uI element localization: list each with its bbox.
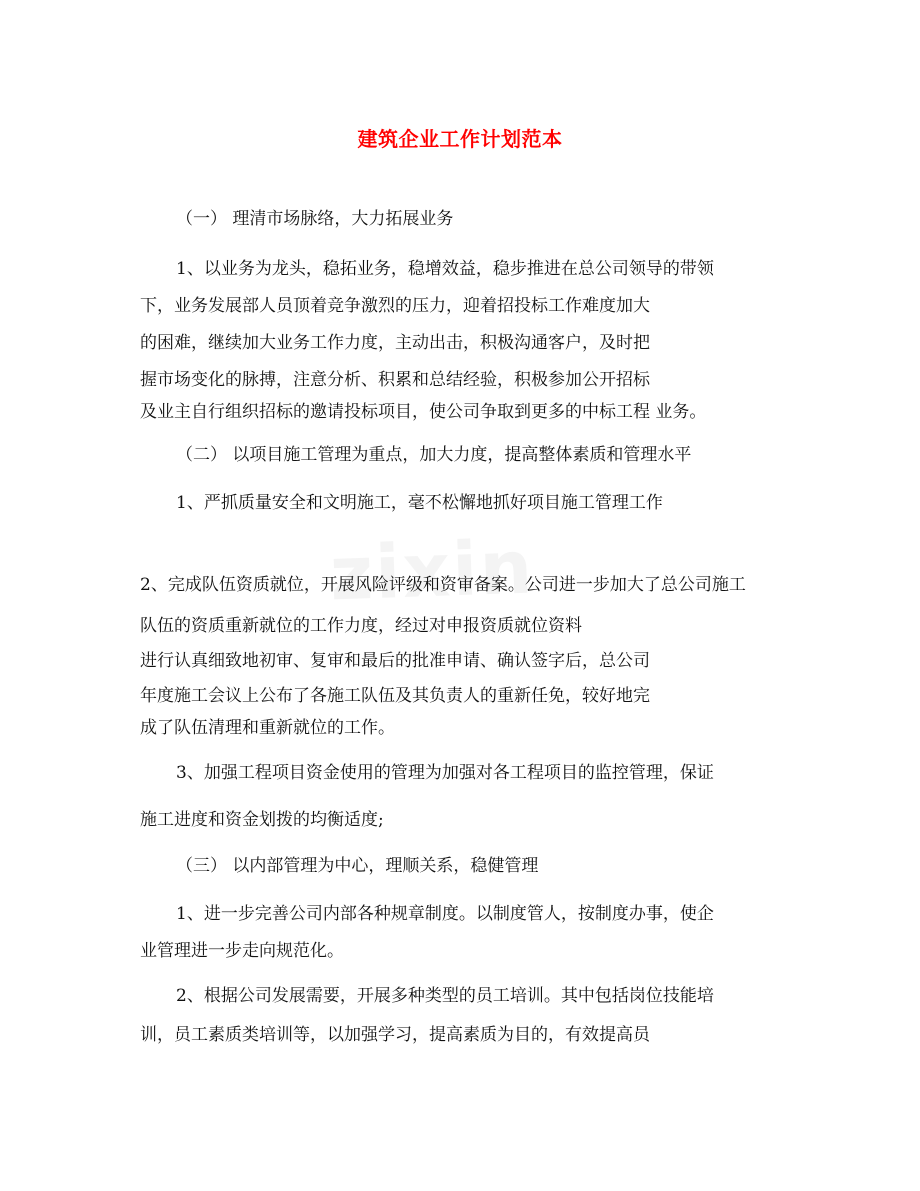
paragraph-line: 1、严抓质量安全和文明施工，毫不松懈地抓好项目施工管理工作 bbox=[176, 493, 663, 513]
paragraph-line: 进行认真细致地初审、复审和最后的批准申请、确认签字后，总公司 bbox=[140, 651, 650, 671]
paragraph-line: 业管理进一步走向规范化。 bbox=[140, 941, 344, 961]
paragraph-line: 下，业务发展部人员顶着竞争激烈的压力，迎着招投标工作难度加大 bbox=[140, 296, 650, 316]
paragraph-line: 施工进度和资金划拨的均衡适度; bbox=[140, 810, 384, 830]
watermark bbox=[329, 524, 536, 617]
section-heading-2: （二） 以项目施工管理为重点，加大力度，提高整体素质和管理水平 bbox=[176, 445, 692, 465]
paragraph-line: 训，员工素质类培训等，以加强学习，提高素质为目的，有效提高员 bbox=[140, 1025, 650, 1045]
section-heading-1: （一） 理清市场脉络，大力拓展业务 bbox=[176, 209, 454, 229]
paragraph-line: 的困难，继续加大业务工作力度，主动出击，积极沟通客户，及时把 bbox=[140, 333, 650, 353]
paragraph-line: 1、以业务为龙头，稳拓业务，稳增效益，稳步推进在总公司领导的带领 bbox=[176, 259, 714, 279]
paragraph-line: 3、加强工程项目资金使用的管理为加强对各工程项目的监控管理，保证 bbox=[176, 763, 714, 783]
paragraph-line: 握市场变化的脉搏，注意分析、积累和总结经验，积极参加公开招标 bbox=[140, 370, 650, 390]
document-title: 建筑企业工作计划范本 bbox=[357, 127, 563, 151]
paragraph-line: 及业主自行组织招标的邀请投标项目，使公司争取到更多的中标工程 业务。 bbox=[140, 402, 707, 422]
paragraph-line: 1、进一步完善公司内部各种规章制度。以制度管人，按制度办事，使企 bbox=[176, 904, 714, 924]
paragraph-line: 队伍的资质重新就位的工作力度，经过对申报资质就位资料 bbox=[140, 616, 582, 636]
paragraph-line: 年度施工会议上公布了各施工队伍及其负责人的重新任免，较好地完 bbox=[140, 686, 650, 706]
paragraph-line: 成了队伍清理和重新就位的工作。 bbox=[140, 718, 395, 738]
paragraph-line: 2、完成队伍资质就位，开展风险评级和资审备案。公司进一步加大了总公司施工 bbox=[140, 575, 746, 595]
paragraph-line: 2、根据公司发展需要，开展多种类型的员工培训。其中包括岗位技能培 bbox=[176, 986, 714, 1006]
section-heading-3: （三） 以内部管理为中心，理顺关系，稳健管理 bbox=[176, 856, 539, 876]
